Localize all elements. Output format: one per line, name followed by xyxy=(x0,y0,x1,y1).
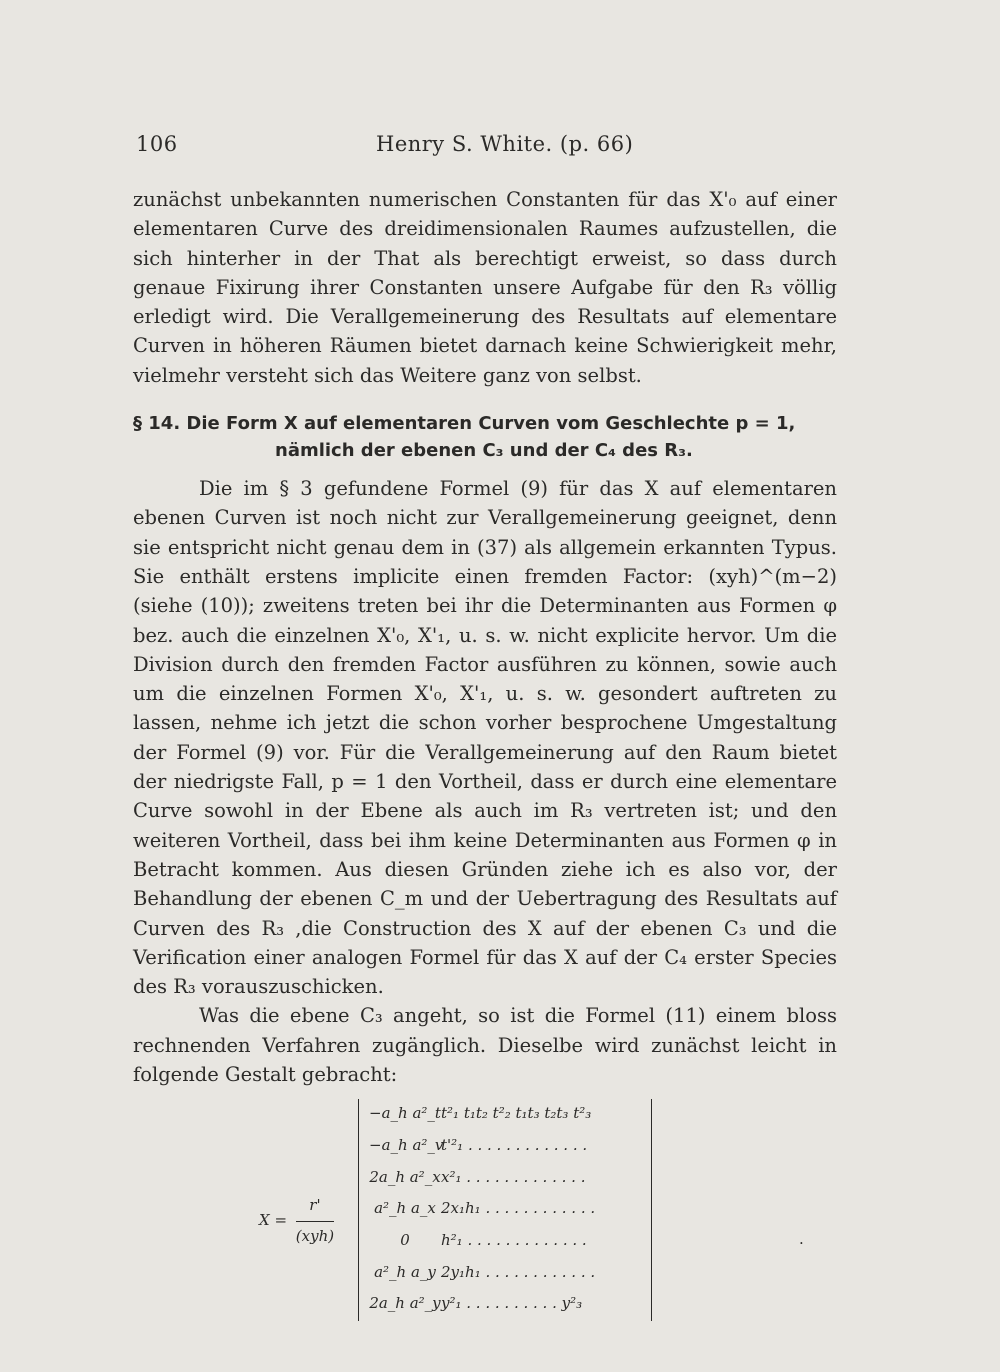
page-number: 106 xyxy=(136,132,178,156)
section-heading-line-1: § 14. Die Form X auf elementaren Curven vom Geschlechte p = 1, xyxy=(133,413,796,435)
row-terms: h²₁ . . . . . . . . . . . . . xyxy=(441,1231,587,1250)
paragraph-plane-cubic: Was die ebene C₃ angeht, so ist die Formel (11) einem bloss rechnenden Verfahren zugänglich. Dieselbe wird zunächst leicht in folgende Gestalt gebracht: xyxy=(133,1004,837,1087)
row-terms: 2x₁h₁ . . . . . . . . . . . . xyxy=(441,1199,596,1218)
running-head: Henry S. White. (p. 66) xyxy=(376,132,634,156)
row-coefficient: 0 xyxy=(400,1231,410,1250)
determinant-right-bar xyxy=(651,1099,652,1321)
determinant-rows xyxy=(369,1099,595,1321)
row-terms: t²₁ t₁t₂ t²₂ t₁t₃ t₂t₃ t²₃ xyxy=(441,1104,592,1123)
row-coefficient: 2a_h a²_x xyxy=(369,1167,441,1186)
formula-denominator: (xyh) xyxy=(295,1226,335,1245)
determinant-row xyxy=(369,1163,595,1195)
page-header xyxy=(136,132,836,164)
section-heading xyxy=(133,410,837,464)
row-coefficient: 2a_h a²_y xyxy=(369,1294,441,1313)
row-terms: 2y₁h₁ . . . . . . . . . . . . xyxy=(441,1262,596,1281)
row-coefficient: a²_h a_y xyxy=(374,1262,436,1281)
row-coefficient: −a_h a²_v xyxy=(369,1136,444,1154)
determinant-row xyxy=(369,1131,595,1163)
paragraph-continuation: zunächst unbekannten numerischen Constanten für das X'₀ auf einer elementaren Curve des dreidimensionalen Raumes aufzustellen, die sich hinterher in der That als berechtigt erweist, so dass durch genaue Fixirung ihrer Constanten unsere Aufgabe für den R₃ völlig erledigt wird. Die Verallgemeinerung des Resultats auf elementare Curven in höheren Räumen bietet darnach keine Schwierigkeit mehr, vielmehr versteht sich das Weitere ganz von selbst. xyxy=(133,188,837,387)
formula-lhs xyxy=(259,1191,334,1251)
formula-fraction xyxy=(296,1191,334,1251)
page-body xyxy=(133,185,837,1331)
formula-trailing-dot: . xyxy=(799,1230,804,1249)
determinant-row xyxy=(369,1226,595,1258)
determinant-row xyxy=(369,1258,595,1290)
paragraph-formula-intro: Die im § 3 gefundene Formel (9) für das X auf elementaren ebenen Curven ist noch nicht zur Verallgemeinerung geeignet, denn sie entspricht nicht genau dem in (37) als allgemein erkannten Typus. Sie enthält erstens implicite einen fremden Factor: (xyh)^(m−2) (siehe (10)); zweitens treten bei ihr die Determinanten aus Formen φ bez. auch die einzelnen X'₀, X'₁, u. s. w. nicht explicite hervor. Um die Division durch den fremden Factor ausführen zu können, sowie auch um die einzelnen Formen X'₀, X'₁, u. s. w. gesondert auftreten zu lassen, nehme ich jetzt die schon vorher besprochene Umgestaltung der Formel (9) vor. Für die Verallgemeinerung auf den Raum bietet der niedrigste Fall, p = 1 den Vortheil, dass er durch eine elementare Curve sowohl in der Ebene als auch im R₃ vertreten ist; und den weiteren Vortheil, dass bei ihm keine Determinanten aus Formen φ in Betracht kommen. Aus diesen Gründen ziehe ich es also vor, der Behandlung der ebenen C_m und der Uebertragung des Resultats auf Curven des R₃ ,die Construction des X auf der ebenen C₃ und die Verification einer analogen Formel für das X auf der C₄ erster Species des R₃ vorauszuschicken. xyxy=(133,477,837,999)
row-terms: t'²₁ . . . . . . . . . . . . . xyxy=(441,1136,588,1154)
determinant-row xyxy=(369,1194,595,1226)
row-terms: x²₁ . . . . . . . . . . . . . xyxy=(441,1167,586,1186)
formula-lhs-symbol: X = xyxy=(259,1211,288,1230)
determinant-left-bar xyxy=(358,1099,359,1321)
formula-numerator: r' xyxy=(296,1191,334,1221)
row-coefficient: a²_h a_x xyxy=(374,1199,436,1218)
section-heading-line-2: nämlich der ebenen C₃ und der C₄ des R₃. xyxy=(275,440,693,462)
row-terms: y²₁ . . . . . . . . . . y²₃ xyxy=(441,1294,583,1313)
determinant-row xyxy=(369,1289,595,1321)
row-coefficient: −a_h a²_t xyxy=(369,1104,441,1123)
determinant-formula xyxy=(133,1095,837,1331)
determinant-row xyxy=(369,1099,595,1131)
